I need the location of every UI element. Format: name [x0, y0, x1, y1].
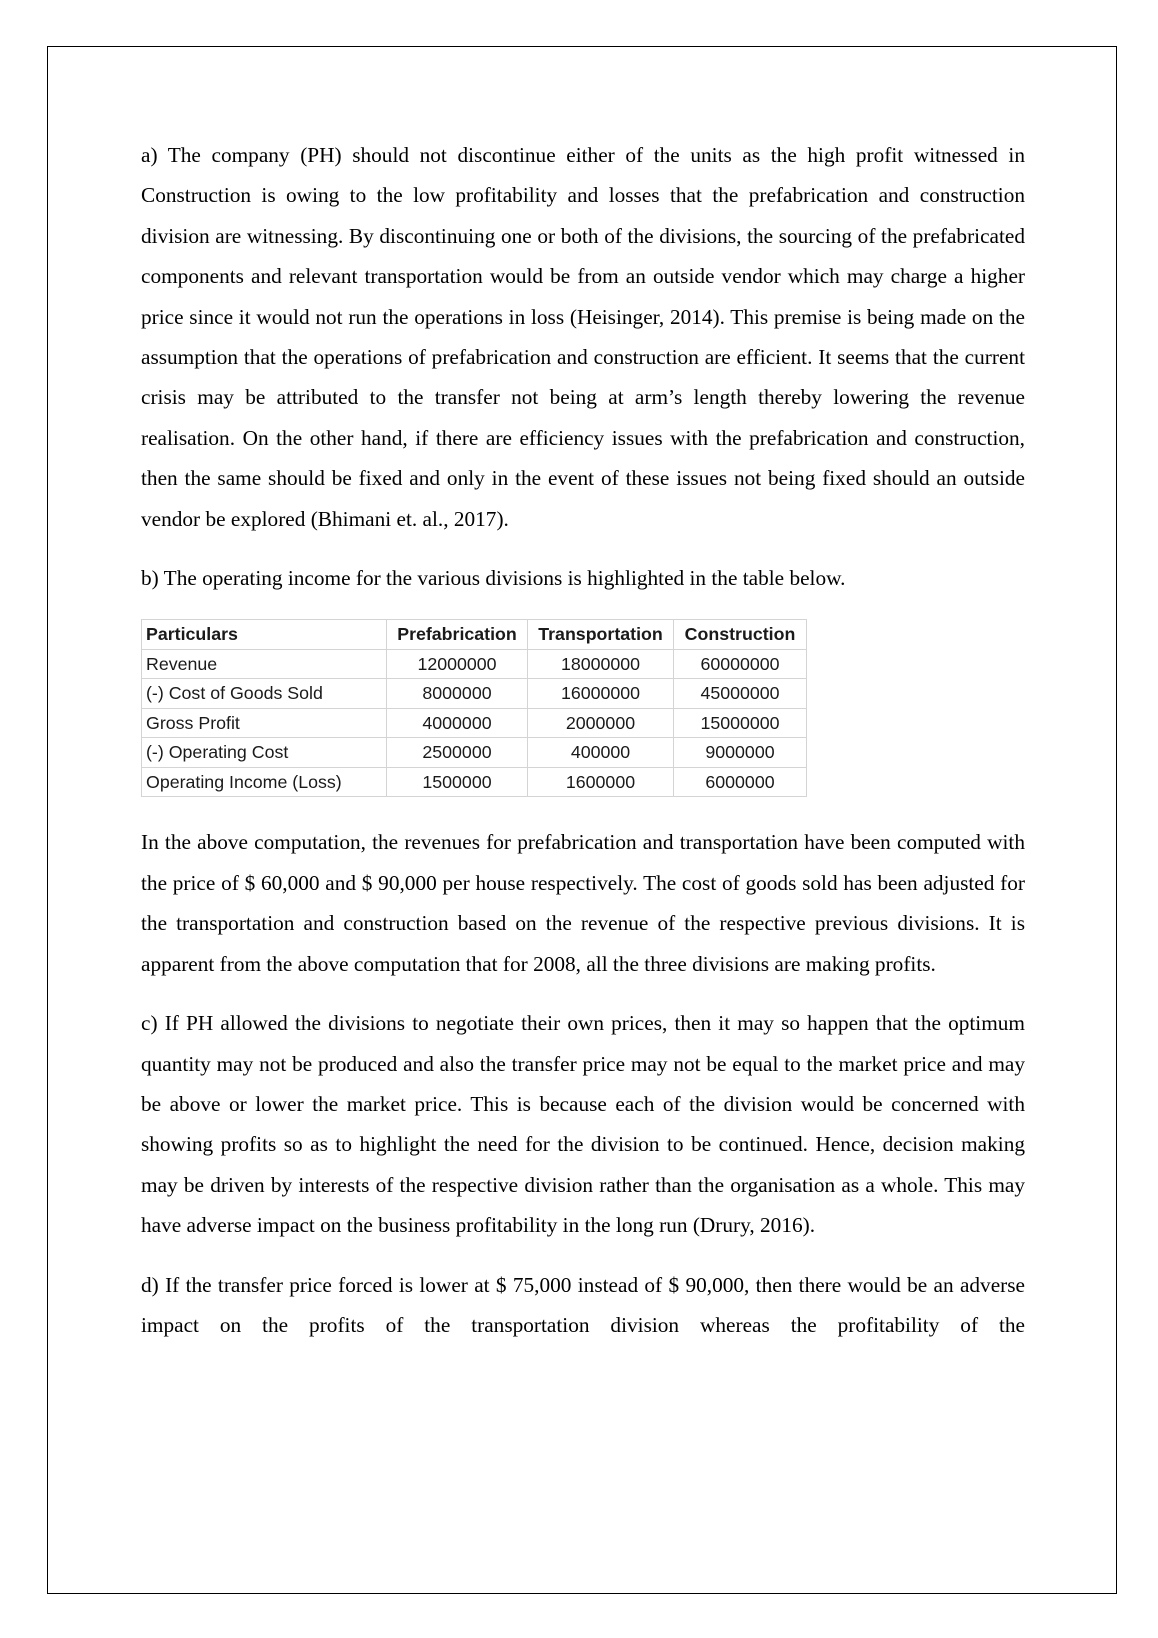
header-prefabrication: Prefabrication	[387, 620, 528, 650]
paragraph-d: d) If the transfer price forced is lower at $ 75,000 instead of $ 90,000, then there would be an adverse impact on the profits of the transportation division whereas the profitability of the	[141, 1272, 1025, 1337]
row-label: Operating Income (Loss)	[142, 767, 387, 797]
paragraph-c: c) If PH allowed the divisions to negotiate their own prices, then it may so happen that the optimum quantity may not be produced and also the transfer price may not be equal to the market price and may be above or lower the market price. This is because each of the division would be concerned with showing profits so as to highlight the need for the division to be continued. Hence, decision making may be driven by interests of the respective division rather than the organisation as a whole. This may have adverse impact on the business profitability in the long run (Drury, 2016).	[141, 1011, 1025, 1238]
table-row	[142, 708, 807, 738]
paragraph-a: a) The company (PH) should not discontinue either of the units as the high profit witnessed in Construction is owing to the low profitability and losses that the prefabrication and construction division are witnessing. By discontinuing one or both of the divisions, the sourcing of the prefabricated components and relevant transportation would be from an outside vendor which may charge a higher price since it would not run the operations in loss (Heisinger, 2014). This premise is being made on the assumption that the operations of prefabrication and construction are efficient. It seems that the current crisis may be attributed to the transfer not being at arm’s length thereby lowering the revenue realisation. On the other hand, if there are efficiency issues with the prefabrication and construction, then the same should be fixed and only in the event of these issues not being fixed should an outside vendor be explored (Bhimani et. al., 2017).	[141, 143, 1025, 531]
row-label: (-) Cost of Goods Sold	[142, 679, 387, 709]
row-label: (-) Operating Cost	[142, 738, 387, 768]
table-row	[142, 679, 807, 709]
header-construction: Construction	[674, 620, 807, 650]
table-header-row	[142, 620, 807, 650]
cell-value: 15000000	[674, 708, 807, 738]
table-row	[142, 738, 807, 768]
cell-value: 9000000	[674, 738, 807, 768]
cell-value: 45000000	[674, 679, 807, 709]
header-particulars: Particulars	[142, 620, 387, 650]
row-label: Revenue	[142, 649, 387, 679]
cell-value: 18000000	[528, 649, 674, 679]
paragraph-b: b) The operating income for the various divisions is highlighted in the table below.	[141, 566, 846, 591]
cell-value: 1600000	[528, 767, 674, 797]
cell-value: 8000000	[387, 679, 528, 709]
cell-value: 1500000	[387, 767, 528, 797]
cell-value: 16000000	[528, 679, 674, 709]
paragraph-computation: In the above computation, the revenues for prefabrication and transportation have been computed with the price of $ 60,000 and $ 90,000 per house respectively. The cost of goods sold has been adjusted for the transportation and construction based on the revenue of the respective previous divisions. It is apparent from the above computation that for 2008, all the three divisions are making profits.	[141, 830, 1025, 976]
row-label: Gross Profit	[142, 708, 387, 738]
cell-value: 60000000	[674, 649, 807, 679]
table-row	[142, 649, 807, 679]
cell-value: 6000000	[674, 767, 807, 797]
cell-value: 2000000	[528, 708, 674, 738]
table-row	[142, 767, 807, 797]
operating-income-table	[141, 619, 807, 797]
cell-value: 400000	[528, 738, 674, 768]
cell-value: 12000000	[387, 649, 528, 679]
cell-value: 4000000	[387, 708, 528, 738]
document-body	[141, 135, 1025, 1364]
cell-value: 2500000	[387, 738, 528, 768]
header-transportation: Transportation	[528, 620, 674, 650]
